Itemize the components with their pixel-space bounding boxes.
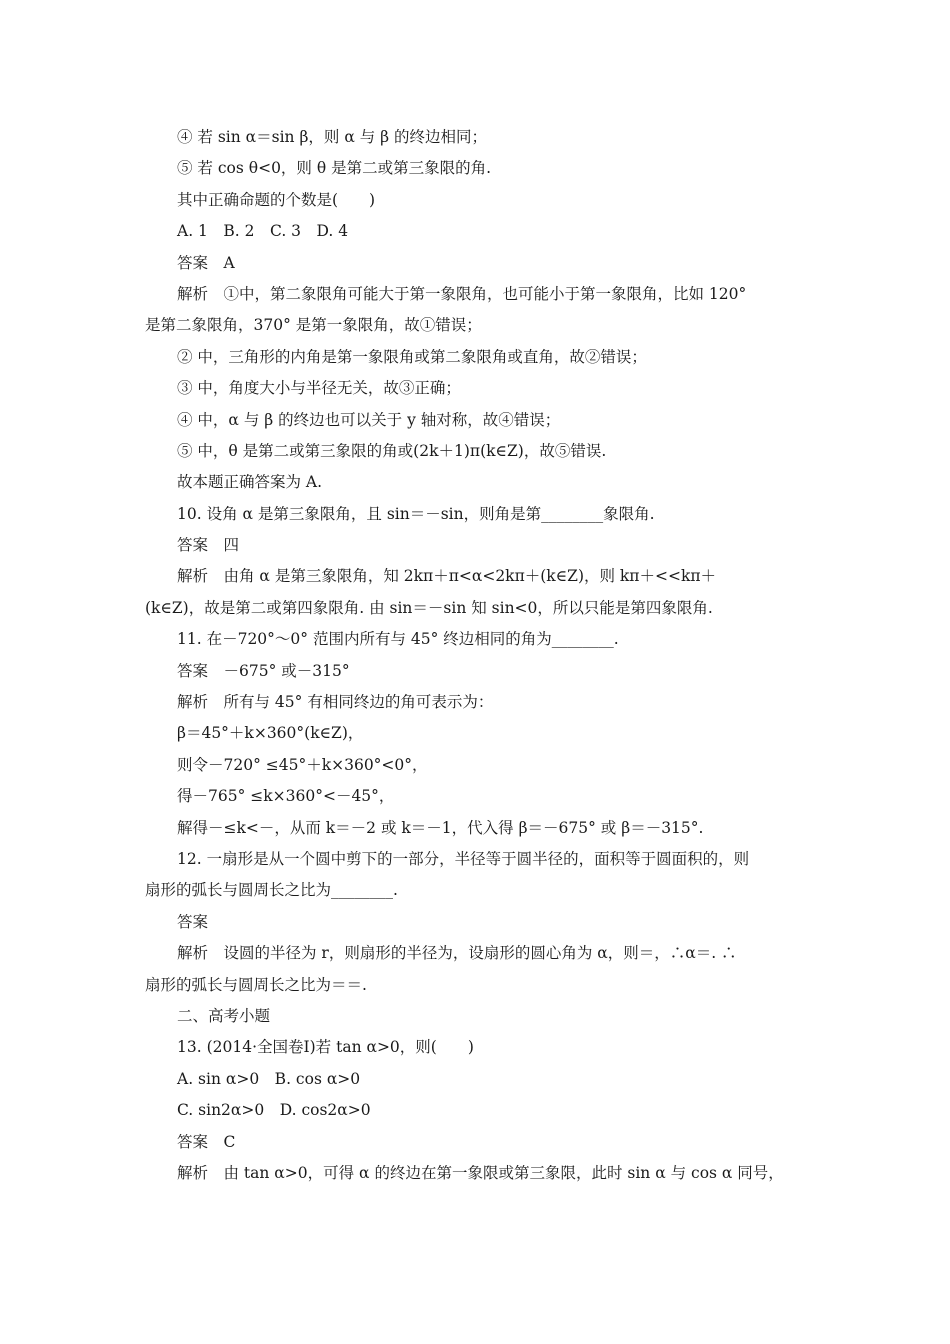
text-line: 其中正确命题的个数是( ) bbox=[177, 190, 376, 209]
text-line: (k∈Z)，故是第二或第四象限角. 由 sin＝－sin 知 sin<0，所以只能是第四象限角. bbox=[145, 598, 713, 617]
text-line: 解析 ①中，第二象限角可能大于第一象限角，也可能小于第一象限角，比如 120° bbox=[177, 284, 747, 303]
text-line: 扇形的弧长与圆周长之比为＝＝. bbox=[145, 975, 367, 994]
text-line: 解析 由角 α 是第三象限角，知 2kπ＋π<α<2kπ＋(k∈Z)，则 kπ＋<<kπ＋ bbox=[177, 567, 717, 586]
text-line: 则令－720° ≤45°＋k×360°<0°， bbox=[177, 755, 428, 774]
text-line: ② 中，三角形的内角是第一象限角或第二象限角或直角，故②错误； bbox=[177, 347, 647, 366]
text-line: ④ 若 sin α＝sin β，则 α 与 β 的终边相同； bbox=[177, 128, 488, 146]
text-line: 11. 在－720°～0° 范围内所有与 45° 终边相同的角为________. bbox=[177, 630, 619, 649]
text-line: ⑤ 中，θ 是第二或第三象限的角或(2k＋1)π(k∈Z)，故⑤错误. bbox=[177, 441, 607, 460]
text-line: ④ 中，α 与 β 的终边也可以关于 y 轴对称，故④错误； bbox=[177, 410, 561, 429]
text-line: 得－765° ≤k×360°<－45°， bbox=[177, 787, 395, 806]
text-line: 二、高考小题 bbox=[177, 1006, 271, 1025]
text-line: 解得－≤k<－，从而 k＝－2 或 k＝－1，代入得 β＝－675° 或 β＝－315°. bbox=[177, 818, 704, 837]
text-line: 是第二象限角，370° 是第一象限角，故①错误； bbox=[145, 316, 482, 335]
text-line: 答案 －675° 或－315° bbox=[177, 661, 350, 680]
text-line: 答案 bbox=[177, 912, 209, 931]
text-line: 答案 四 bbox=[177, 536, 240, 555]
text-line: 扇形的弧长与圆周长之比为________. bbox=[145, 881, 398, 900]
text-line: 答案 C bbox=[177, 1132, 236, 1151]
text-line: C. sin2α>0 D. cos2α>0 bbox=[177, 1101, 371, 1120]
text-line: 故本题正确答案为 A. bbox=[177, 473, 323, 492]
text-line: ⑤ 若 cos θ<0，则 θ 是第二或第三象限的角. bbox=[177, 159, 492, 178]
text-line: A. sin α>0 B. cos α>0 bbox=[177, 1069, 361, 1088]
text-line: 答案 A bbox=[177, 253, 235, 272]
document-body bbox=[145, 122, 815, 1189]
text-line: 解析 所有与 45° 有相同终边的角可表示为： bbox=[177, 693, 494, 712]
text-line: 解析 设圆的半径为 r，则扇形的半径为，设扇形的圆心角为 α，则＝，∴α＝. ∴ bbox=[177, 944, 737, 963]
text-line: 12. 一扇形是从一个圆中剪下的一部分，半径等于圆半径的，面积等于圆面积的，则 bbox=[177, 849, 750, 868]
text-line: 13. (2014·全国卷Ⅰ)若 tan α>0，则( ) bbox=[177, 1038, 474, 1057]
text-line: ③ 中，角度大小与半径无关，故③正确； bbox=[177, 379, 461, 398]
text-line: A. 1 B. 2 C. 3 D. 4 bbox=[177, 222, 349, 241]
text-line: 10. 设角 α 是第三象限角，且 sin＝－sin，则角是第________象限角. bbox=[177, 504, 655, 523]
text-line: β＝45°＋k×360°(k∈Z)， bbox=[177, 724, 364, 743]
text-line: 解析 由 tan α>0，可得 α 的终边在第一象限或第三象限，此时 sin α 与 cos α 同号， bbox=[177, 1163, 784, 1182]
